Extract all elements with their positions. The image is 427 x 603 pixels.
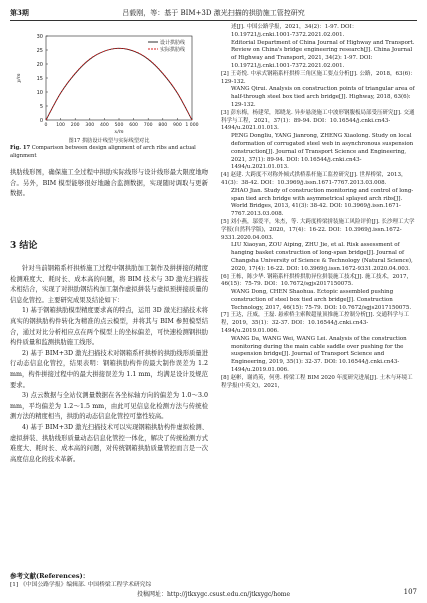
reference-entry: WANG Da, WANG Wei, WANG Lei. Analysis of the construction monitoring during the main cable saddle over pushing for the suspension bridge[J]. Journal of Transport Science and Engineering, 2019, 35(1): 32-37. DOI: 10.16544/j.cnki.cn43-1494/u.2019.01.006. [231, 335, 407, 374]
y-tick-label: 0 [39, 117, 43, 124]
paragraph-alignment: 拱肋线形图，确保施工全过程中拱肋实际线形与设计线形最大限度地吻合。另外，BIM 模型能够很好地融合监测数据，实现随时调取与更新数据。 [10, 169, 208, 198]
y-tick-label: 30 [36, 33, 43, 40]
series-line-actual [46, 48, 192, 120]
series-line-design [46, 48, 192, 120]
reference-entry: [2] 王奇悦. 中承式钢箱系杆拱桥三角区施工要点分析[J]. 公路，2018，63(6)：129-132. [221, 70, 416, 85]
conclusion-body [10, 264, 208, 465]
legend-label: 实际拱肋线 [160, 46, 186, 53]
reference-entry: WANG Dong, CHEN Shaohua. Ectopic assembled pushing construction of steel box tied arch bridge[J]. Construction Technology, 2017, 46(15): 75-79. DOI: 10.7672/sgjs2017150075. [231, 289, 412, 311]
references-heading: 参考文献(References)： [10, 572, 90, 580]
y-tick-label: 10 [36, 89, 43, 96]
conclusion-point-2: 2) 基于 BIM+3D 激光扫描技术对钢箱系杆拱桥的拱肋线形质量进行动态信息化管控，结果表明：钢箱拱肋构件的最大制作误差为 1.2 mm，构件拼接过程中的最大拼接误差为 1.1 mm，均满足设计及规范要求。 [10, 349, 208, 389]
x-tick-label: 100 [56, 123, 65, 128]
x-tick-label: 700 [143, 123, 153, 128]
figure-label-en: Fig. 17 [10, 145, 31, 151]
page-footer [10, 587, 417, 599]
issue-number: 第3期 [10, 8, 29, 17]
x-tick-label: 0 [44, 123, 48, 128]
conclusion-point-1: 1) 基于钢箱拱肋模型精度要求高的特点，运用 3D 激光扫描技术将真实的钢拱肋构件转化为精准的点云模型，并将其与 BIM 参照模型结合，通过对比分析相应点在两个模型上的坐标偏差，可快速检测钢拱肋构件质量和监测拱肋施工线形。 [10, 307, 208, 347]
running-title: 吕毅刚，等：基于 BIM+3D 激光扫描的拱肋施工管控研究 [122, 9, 305, 17]
conclusion-intro: 针对当前钢箱系杆拱桥施工过程中钢拱肋加工制作及拼拼接的精度检测难度大、耗时长、成本高的问题，将 BIM 技术与 3D 激光扫描技术相结合，实现了对拱肋钢结构加工制作虚拟拼装与虚拟预拼接质量的信息化管控。主要研究成果及结论如下： [10, 265, 208, 304]
reference-entry: [4] 赵建. 大跨度不对称外倾式拱桥系杆施工监控研究[J]. 世界桥梁，2013，41(3)：38-42. DOI：10.3969/j.issn.1671-7767.2013.03.008. [221, 172, 407, 186]
right-column [221, 24, 417, 584]
figure-caption-en-text: Comparison between design alignment of arch ribs and actual alignment [10, 145, 196, 159]
reference-1: [1] 《中国公路学报》编辑部. 中国桥梁工程学术研究综 [10, 582, 152, 588]
header-rule [10, 20, 417, 21]
figure-caption-en [10, 145, 208, 160]
left-column [10, 26, 208, 586]
x-tick-label: 1 000 [185, 123, 199, 128]
figure-17 [10, 26, 208, 136]
reference-entry: [6] 王栋，陈少华. 钢箱系杆拱桥拱肋异位拼装施工技术[J]. 施工技术，2017，46(15)：75-79. DOI：10.7672/sgjs2017150075. [221, 273, 413, 288]
x-tick-label: 600 [129, 123, 138, 128]
reference-entry: LIU Xiaoyan, ZOU Aiping, ZHU Jie, et al. Risk assessment of hanging basket construction of long-span bridge[J]. Journal of Changsha University of Science & Technology (Natural Science), 2020, 17(4): 16-22. DOI: 10.3969/j.issn.1672-9331.2020.04.003. [231, 242, 413, 272]
reference-entry: [7] 王达，汪威，王磊. 悬索桥主索鞍超量顶推施工控制分析[J]. 交通科学与工程，2019，35(1)：32-37. DOI：10.16544/j.cnki.cn43-1494/u.2019.01.006. [221, 312, 410, 335]
x-tick-label: 800 [158, 123, 168, 128]
running-header [10, 6, 417, 20]
x-tick-label: 500 [114, 123, 124, 128]
x-tick-label: 300 [85, 123, 95, 128]
conclusion-point-3: 3) 点云数据与全站仪测量数据在各坐标轴方向的偏差为 1.0～3.0 mm，平均偏差为 1.2～1.5 mm，由此可见信息化检测方法与传统检测方法的精度相当，拱肋的动态信息化管控可靠性较高。 [10, 392, 208, 421]
conclusion-point-4: 4) 基于 BIM+3D 激光扫描技术可以实现钢箱拱肋构件虚拟检测、虚拟拼装、拱肋线形质量动态信息化管控一体化，解决了传统检测方式难度大、耗时长、成本高的问题，对传统钢箱拱肋质量管控而言是一次高度信息化的技术革新。 [10, 423, 208, 463]
arch-alignment-chart [10, 26, 208, 136]
x-tick-label: 200 [70, 123, 80, 128]
reference-entry: [5] 刘小燕，邬爱平，朱杰，等. 大跨度桥梁拼装施工风险评价[J]. 长沙理工大学学报(自然科学版)，2020，17(4)：16-22. DOI：10.3969/j.issn.1672-9331.2020.04.003. [221, 218, 415, 241]
reference-list [221, 24, 417, 390]
reference-entry: [3] 彭东梅，杨建荣，郑晓龙. 异步悬浇施工中波形钢腹板局部受压研究[J]. 交通科学与工程，2021，37(1)：89-94. DOI：10.16544/j.cnki.cn43-1494/u.2021.01.013. [221, 109, 415, 132]
y-tick-label: 15 [36, 75, 43, 82]
reference-entry: 述[J]. 中国公路学报，2021，34(2)：1-97. DOI：10.19721/j.cnki.1001-7372.2021.02.001. [231, 24, 358, 38]
section-title-conclusion: 3 结论 [10, 241, 38, 251]
reference-entry: ZHAO Jian. Study of construction monitoring and control of long-span tied arch bridge with asymmetrical splayed arch ribs[J]. World Bridges, 2013, 41(3): 38-42. DOI: 10.3969/j.issn.1671-7767.2013.03.008. [231, 187, 414, 218]
legend-label: 设计拱肋线 [160, 39, 186, 46]
reference-entry: Editorial Department of China Journal of Highway and Transport. Review on China's bridge engineering research[J]. China Journal of Highway and Transport, 2021, 34(2): 1-97. DOI: 10.19721/j.cnki.1001-7372.2021.02.001. [231, 39, 415, 69]
y-tick-label: 5 [39, 103, 43, 110]
y-axis-label: y/m [16, 73, 22, 83]
reference-entry: [8] 赵彬，谢尚英，何勇. 桥梁工程 BIM 2020 年度研究进展[J]. 土木与环境工程学报(中英文)，2021， [221, 374, 413, 389]
reference-entry: PENG Dongliu, YANG Jianrong, ZHENG Xiaolong. Study on local deformation of corrugated steel web in asynchronous suspension construction[J]. Journal of Transport Science and Engineering, 2021, 37(1): 89-94. DOI: 10.16544/j.cnki.cn43-1494/u.2021.01.013. [231, 133, 414, 171]
figure-caption-cn: 图17 拱肋设计线型与实际线型对比 [68, 138, 150, 144]
x-tick-label: 400 [100, 123, 109, 128]
submission-url: 投稿网址：http://jtkxygc.csust.edu.cn/jtkxygc/home [136, 591, 291, 598]
x-tick-label: 900 [173, 123, 182, 128]
y-tick-label: 25 [36, 47, 43, 54]
y-tick-label: 20 [36, 61, 43, 68]
page-number: 107 [403, 588, 417, 596]
reference-entry: WANG Qirui. Analysis on construction points of triangular area of half-through steel box tied arch bridge[J]. Highway, 2018, 63(6): 129-132. [231, 86, 415, 108]
x-axis-label: x/m [114, 129, 124, 135]
